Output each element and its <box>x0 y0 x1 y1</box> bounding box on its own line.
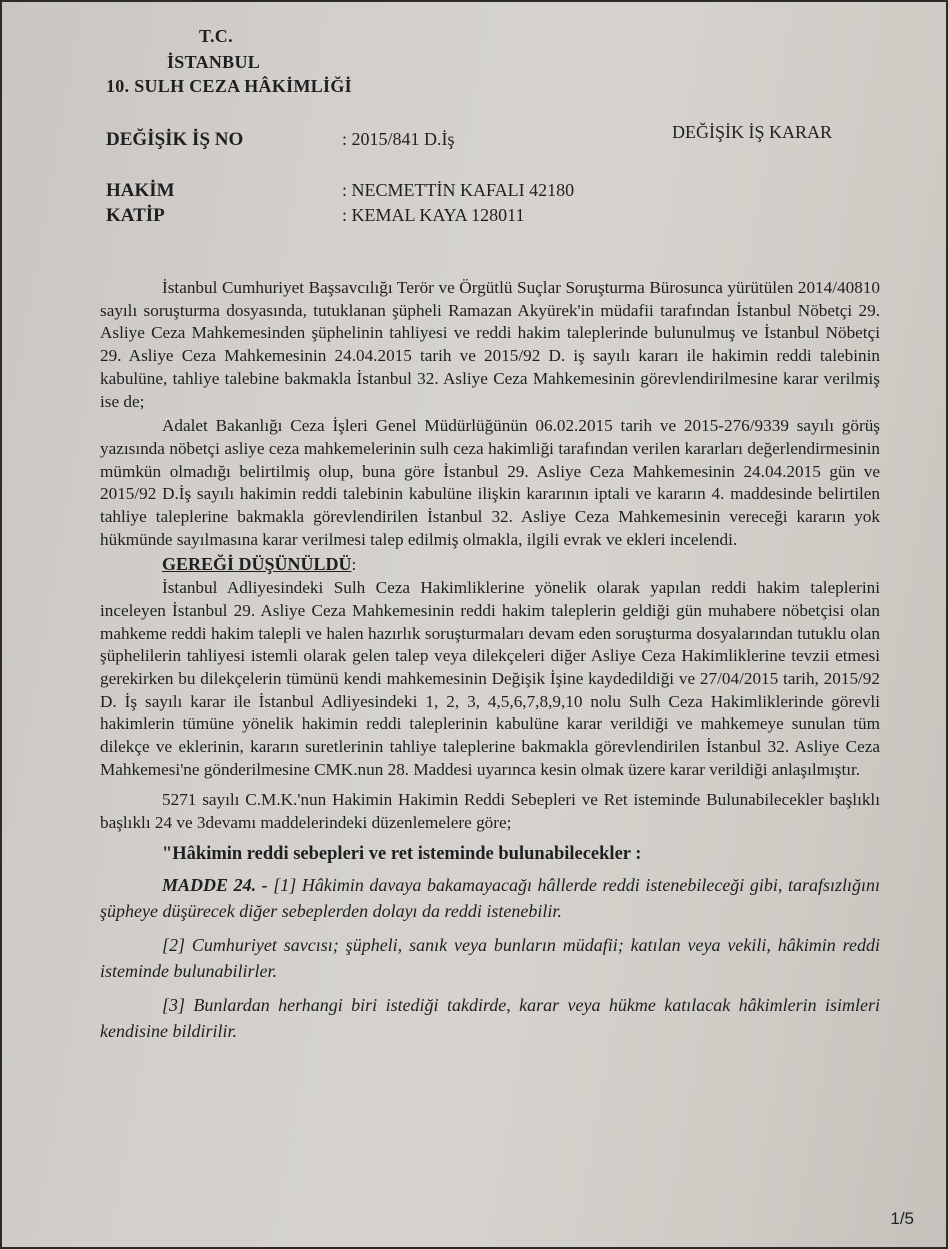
article-24-para-2: [2] Cumhuriyet savcısı; şüpheli, sanık veya bunların müdafii; katılan veya vekili, hâkimin reddi isteminde bulunabilirler. <box>100 934 880 981</box>
clerk-value: : KEMAL KAYA 128011 <box>342 205 525 225</box>
judge-label: HAKİM <box>106 180 175 201</box>
paragraph-1: İstanbul Cumhuriyet Başsavcılığı Terör ve Örgütlü Suçlar Soruşturma Bürosunca yürütülen 2014/40810 sayılı soruşturma dosyasında, tutuklanan şüpheli Ramazan Akyürek'in müdafii tarafından İstanbul Nöbetçi 29. Asliye Ceza Mahkemesinden şüphelinin tahliyesi ve reddi hakim taleplerinde bulunulmuş ve İstanbul Nöbetçi 29. Asliye Ceza Mahkemesinin 24.04.2015 tarih ve 2015/92 D. iş sayılı kararı ile hakimin reddi talebinin kabulüne, tahliye talebine bakmakla İstanbul 32. Asliye Ceza Mahkemesinin görevlendirilmesine karar verilmiş ise de; <box>100 278 880 411</box>
article-heading: "Hâkimin reddi sebepleri ve ret isteminde bulunabilecekler : <box>162 843 642 864</box>
clerk-label: KATİP <box>106 205 165 226</box>
header-city: İSTANBUL <box>167 52 261 72</box>
paragraph-4: 5271 sayılı C.M.K.'nun Hakimin Hakimin Reddi Sebepleri ve Ret isteminde Bulunabilecekler başlıklı başlıklı 24 ve 3devamı maddelerindeki düzenlemelere göre; <box>100 790 880 833</box>
page-number: 1/5 <box>890 1209 914 1228</box>
article-label: MADDE 24. - <box>162 874 268 895</box>
document-type: DEĞİŞİK İŞ KARAR <box>672 122 833 142</box>
header-court: 10. SULH CEZA HÂKİMLİĞİ <box>106 76 352 96</box>
heading-considered-text: GEREĞİ DÜŞÜNÜLDÜ <box>162 554 352 575</box>
heading-considered <box>100 553 880 577</box>
paragraph-3: İstanbul Adliyesindeki Sulh Ceza Hakimliklerine yönelik olarak yapılan reddi hakim taleplerini inceleyen İstanbul 29. Asliye Ceza Mahkemesinin reddi hakim taleplerin geldiği gün muhabere nöbetçisi olan mahkeme reddi hakim talepli ve halen hazırlık soruşturmaları devam eden soruşturma dosyalarından tutuklu olan şüphelilerin tahliyesi istemli olarak gelen talep veya dilekçeleri diğer Asliye Ceza Hakimliklerine tevzii etmesi gerekirken bu dilekçelerin tümünü kendi mahkemesinin Değişik İşine kaydedildiği ve 27/04/2015 tarih, 2015/92 D. İş sayılı karar ile İstanbul Adliyesindeki 1, 2, 3, 4,5,6,7,8,9,10 nolu Sulh Ceza Hakimliklerinde görevli hakimlerin tümüne yönelik hakimin reddi taleplerinin kabulüne karar verildiği ve mahkemeye sunulan tüm dilekçe ve eklerinin, kararın suretlerinin tahliye taleplerine bakmakla görevlendirilen İstanbul 32. Asliye Ceza Mahkemesi'ne gönderilmesine CMK.nun 28. Maddesi uyarınca kesin olmak üzere karar verildiği anlaşılmıştır. <box>100 578 880 779</box>
article-24-para-1 <box>100 872 880 924</box>
article-24-para-3: [3] Bunlardan herhangi biri istediği takdirde, karar veya hükme katılacak hâkimlerin isimleri kendisine bildirilir. <box>100 994 880 1041</box>
paragraph-2: Adalet Bakanlığı Ceza İşleri Genel Müdürlüğünün 06.02.2015 tarih ve 2015-276/9339 sayılı görüş yazısında nöbetçi asliye ceza mahkemelerinin sulh ceza hakimliği tarafından verilen kararları değerlendirmesinin mümkün olmadığı belirtilmiş olup, buna göre İstanbul 29. Asliye Ceza Mahkemesinin 24.04.2015 gün ve 2015/92 D.İş sayılı hakimin reddi talebinin kabulüne ilişkin kararının iptali ve kararın 4. maddesinde belirtilen tahliye taleplerine bakmakla görevlendirilen İstanbul 32. Asliye Ceza Mahkemesinin vereceği kararın yok hükmünde sayılmasına karar verilmesi talep edilmiş olmakla, ilgili evrak ve ekleri incelendi. <box>100 416 880 549</box>
article-24-para-1-text: [1] Hâkimin davaya bakamayacağı hâllerde reddi istenebileceği gibi, tarafsızlığını şüpheye düşürecek diğer sebeplerden dolayı da reddi istenebilir. <box>100 874 880 921</box>
decision-body <box>100 277 880 1044</box>
heading-considered-colon: : <box>351 555 357 575</box>
case-number-label: DEĞİŞİK İŞ NO <box>106 129 244 150</box>
case-number-value: : 2015/841 D.İş <box>342 129 455 149</box>
header-tc: T.C. <box>199 26 233 46</box>
judge-value: : NECMETTİN KAFALI 42180 <box>342 180 575 200</box>
